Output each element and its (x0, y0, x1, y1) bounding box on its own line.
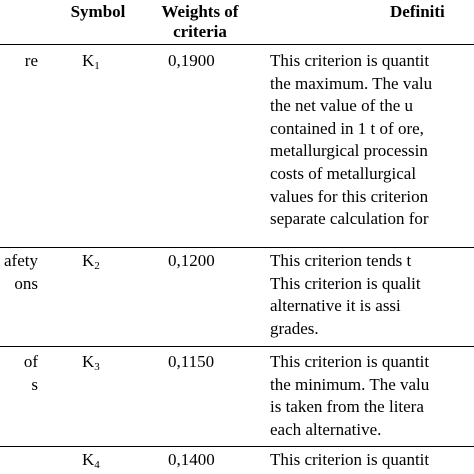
criterion-weight: 0,1400 (168, 450, 215, 469)
criterion-name-line: of (23, 352, 38, 371)
criterion-definition (270, 351, 429, 441)
criterion-symbol (82, 351, 100, 379)
criterion-name (0, 351, 38, 396)
definition-line: values for this criterion (270, 186, 429, 206)
definition-line: the minimum. The valu (270, 374, 430, 394)
criterion-name (0, 250, 38, 295)
criterion-definition (270, 449, 429, 472)
definition-line: the net value of the u (270, 96, 414, 116)
symbol-subscript: 2 (94, 260, 100, 272)
definition-line: This criterion is qualit (270, 273, 421, 293)
criterion-symbol (82, 50, 100, 78)
definition-line: is taken from the litera (270, 397, 424, 417)
criterion-weight: 0,1150 (168, 352, 215, 371)
symbol-subscript: 4 (94, 459, 100, 471)
header-symbol: Symbol (70, 2, 126, 21)
row-rule (0, 446, 474, 447)
definition-line: each alternative. (270, 419, 382, 439)
criterion-definition (270, 250, 421, 340)
criterion-name-line: re (24, 51, 38, 70)
row-rule (0, 247, 474, 248)
criterion-weight: 0,1900 (168, 51, 215, 70)
criterion-symbol (82, 449, 100, 474)
criterion-weight: 0,1200 (168, 251, 215, 270)
definition-line: This criterion tends t (270, 251, 412, 270)
definition-line: This criterion is quantit (270, 51, 430, 70)
header-weights-line2: criteria (173, 22, 227, 41)
criterion-symbol (82, 250, 100, 278)
criterion-name-line: s (31, 374, 38, 394)
symbol-subscript: 1 (94, 60, 100, 72)
definition-line: the maximum. The valu (270, 73, 433, 93)
definition-line: This criterion is quantit (270, 450, 430, 469)
criterion-name-line: afety (4, 251, 38, 270)
definition-line: alternative it is assi (270, 296, 401, 316)
definition-line: This criterion is quantit (270, 352, 430, 371)
symbol-letter: K (82, 51, 95, 70)
definition-line: grades. (270, 318, 319, 338)
definition-line: metallurgical processin (270, 141, 428, 161)
header-weights-line1: Weights of (161, 2, 239, 21)
definition-line: contained in 1 t of ore, (270, 118, 424, 138)
definition-line: separate calculation for (270, 209, 429, 229)
symbol-letter: K (82, 352, 95, 371)
symbol-letter: K (82, 251, 95, 270)
header-definition: Definiti (390, 2, 445, 21)
definition-line: costs of metallurgical (270, 163, 417, 183)
criterion-name-line: ons (14, 273, 38, 293)
criterion-name (0, 50, 38, 73)
header-rule (0, 44, 474, 45)
symbol-subscript: 3 (94, 361, 100, 373)
row-rule (0, 346, 474, 347)
symbol-letter: K (82, 450, 95, 469)
criterion-definition (270, 50, 432, 231)
